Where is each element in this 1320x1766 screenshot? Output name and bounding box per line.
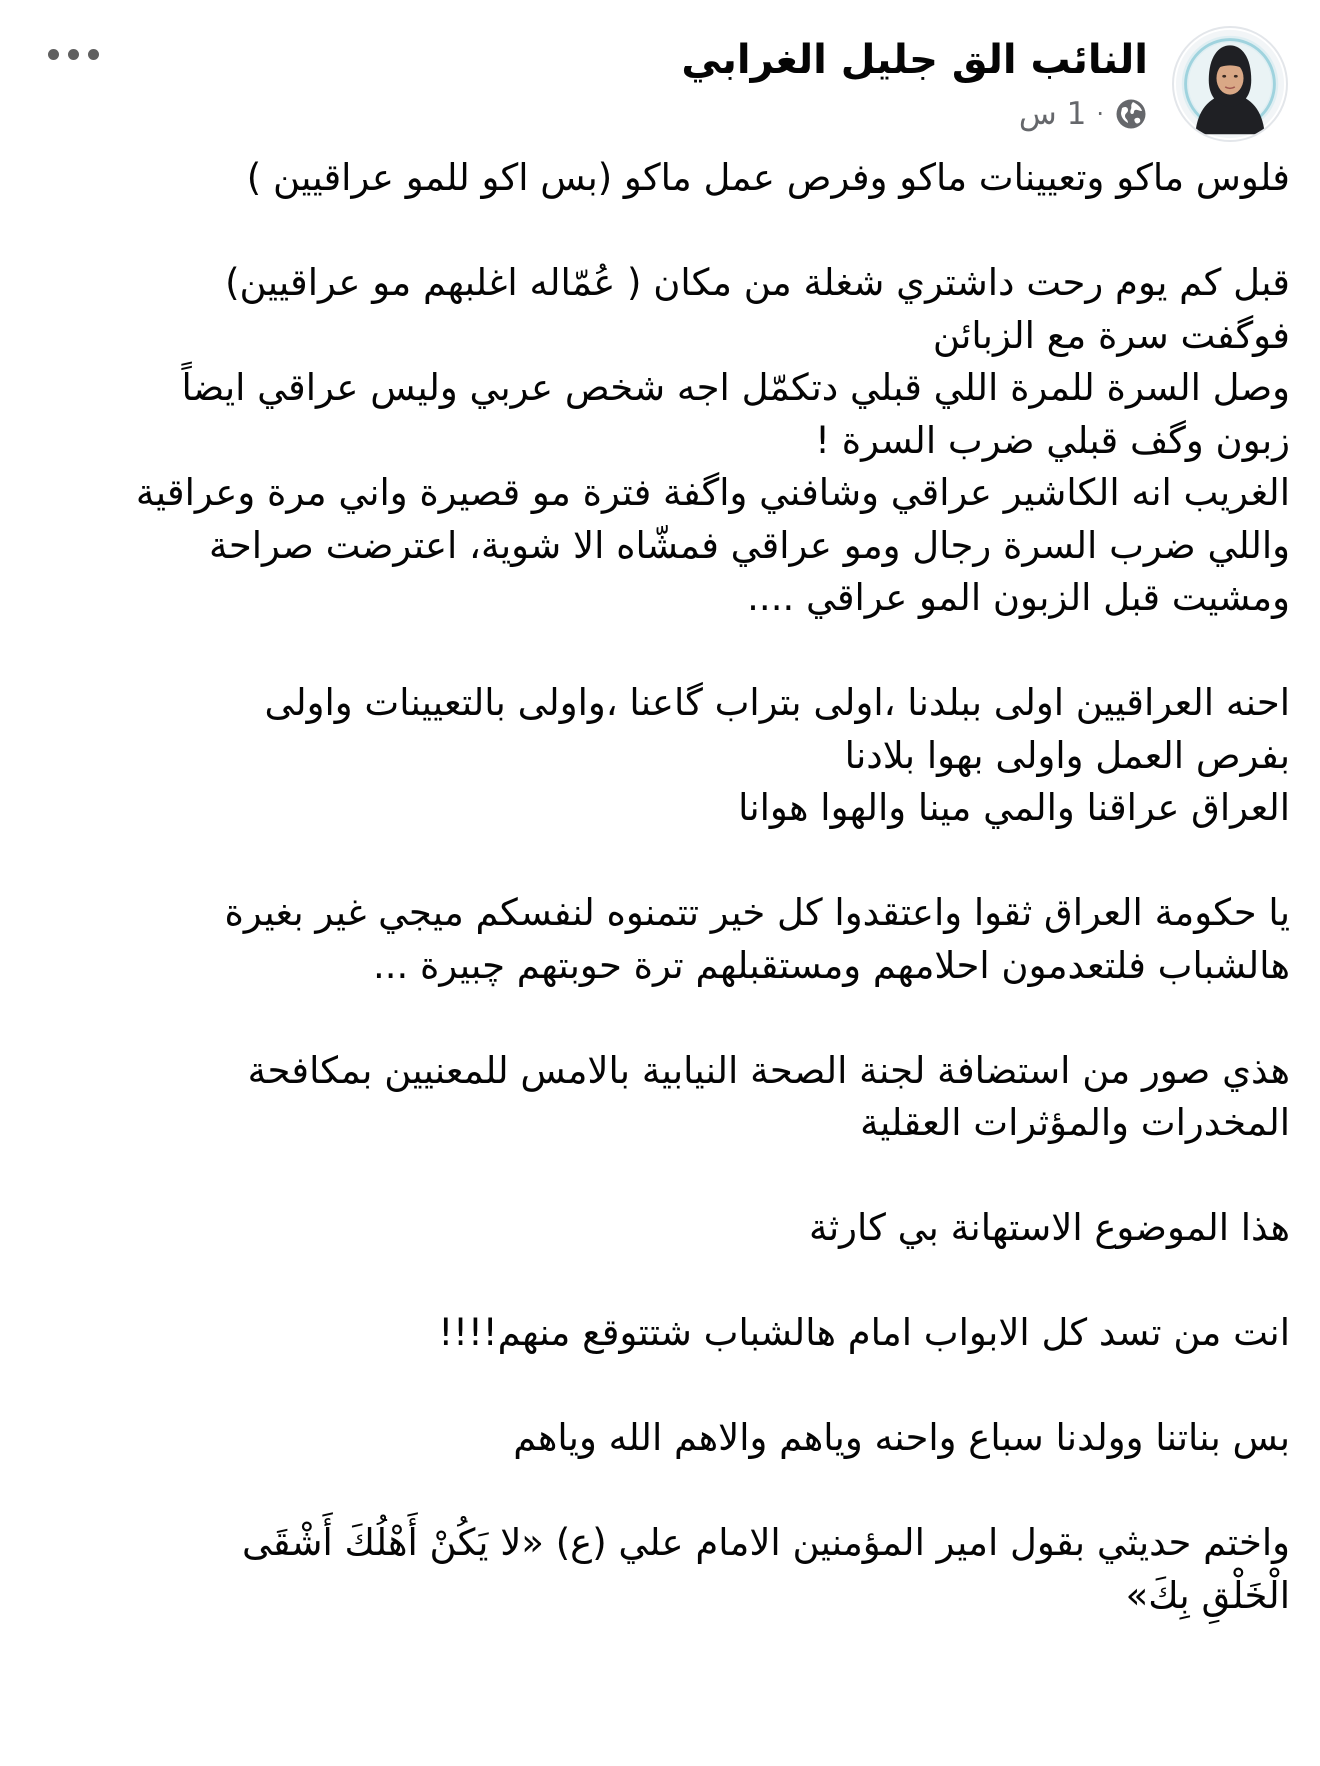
avatar-woman-hijab-icon <box>1174 28 1286 140</box>
post-meta <box>1019 94 1148 134</box>
blank-line <box>40 1150 1290 1203</box>
blank-line <box>40 1465 1290 1518</box>
post-text-line: زبون وگف قبلي ضرب السرة ! <box>815 418 1290 462</box>
post-text-line: فوگفت سرة مع الزبائن <box>932 313 1290 357</box>
more-dots-icon <box>88 49 99 60</box>
post-text-line: واختم حديثي بقول امير المؤمنين الامام علي (ع) «لا يَكُنْ أَهْلُكَ أَشْقَى <box>241 1521 1290 1564</box>
globe-icon[interactable] <box>1114 97 1148 131</box>
post-text-line: وصل السرة للمرة اللي قبلي دتكمّل اجه شخص عربي وليس عراقي ايضاً <box>181 366 1290 409</box>
post-text-line: هذي صور من استضافة لجنة الصحة النيابية بالامس للمعنيين بمكافحة <box>247 1048 1290 1092</box>
meta-separator: · <box>1096 100 1104 128</box>
post-text-line: يا حكومة العراق ثقوا واعتقدوا كل خير تتمنوه لنفسكم ميجي غير بغيرة <box>224 891 1290 934</box>
post-text-line: فلوس ماكو وتعيينات ماكو وفرص عمل ماكو (بس اكو للمو عراقيين ) <box>246 156 1290 199</box>
blank-line <box>40 1255 1290 1308</box>
blank-line <box>40 625 1290 678</box>
post-text-line: احنه العراقيين اولى ببلدنا ،اولى بتراب گاعنا ،واولى بالتعيينات واولى <box>264 681 1290 724</box>
post-text-line: بس بناتنا وولدنا سباع واحنه وياهم والاهم الله وياهم <box>513 1416 1290 1459</box>
blank-line <box>40 835 1290 888</box>
more-options-button[interactable] <box>38 34 108 74</box>
avatar[interactable] <box>1172 26 1288 142</box>
blank-line <box>40 1360 1290 1413</box>
post-text-line: الغريب انه الكاشير عراقي وشافني واگفة فترة مو قصيرة واني مرة وعراقية <box>135 471 1290 514</box>
post-text-line: المخدرات والمؤثرات العقلية <box>860 1101 1290 1144</box>
post-text-line: العراق عراقنا والمي مينا والهوا هوانا <box>738 786 1290 829</box>
post-text-line: بفرص العمل واولى بهوا بلادنا <box>844 733 1290 777</box>
blank-line <box>40 205 1290 258</box>
more-dots-icon <box>68 49 79 60</box>
post-text-line: انت من تسد كل الابواب امام هالشباب شتتوقع منهم!!!! <box>438 1311 1290 1354</box>
post-text-line: واللي ضرب السرة رجال ومو عراقي فمشّاه الا شوية، اعترضت صراحة <box>209 523 1290 567</box>
post-body <box>40 152 1290 1622</box>
post-timestamp[interactable]: 1 س <box>1018 96 1087 132</box>
post-text-line: الْخَلْقِ بِكَ» <box>1125 1573 1290 1617</box>
author-name[interactable]: النائب الق جليل الغرابي <box>681 37 1148 83</box>
post-text-line: ومشيت قبل الزبون المو عراقي .... <box>747 576 1290 619</box>
post-text-line: هذا الموضوع الاستهانة بي كارثة <box>809 1206 1290 1249</box>
blank-line <box>40 992 1290 1045</box>
post-text-line: قبل كم يوم رحت داشتري شغلة من مكان ( عُمّاله اغلبهم مو عراقيين) <box>225 261 1290 304</box>
more-dots-icon <box>48 49 59 60</box>
post-text-line: هالشباب فلتعدمون احلامهم ومستقبلهم ترة حوبتهم چبيرة ... <box>372 943 1290 987</box>
